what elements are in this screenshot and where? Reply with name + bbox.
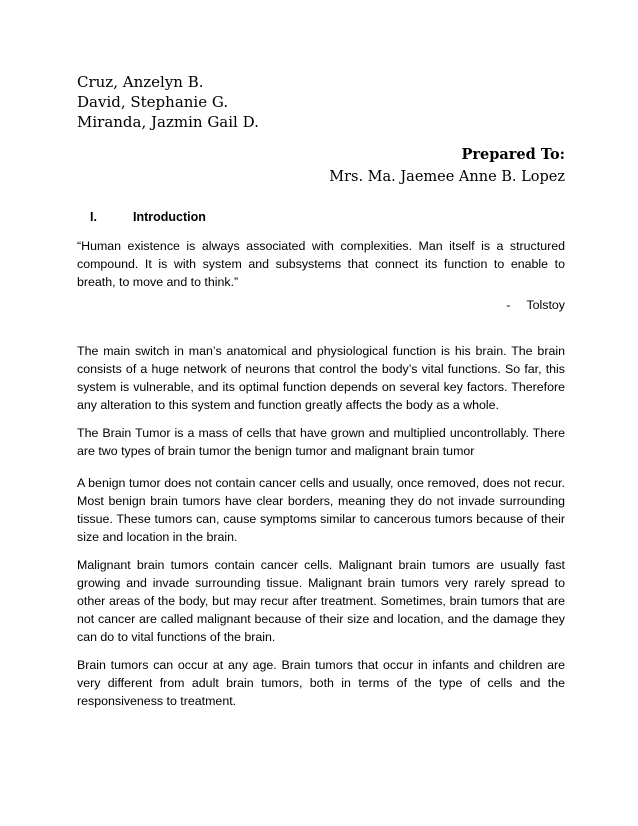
paragraph: Brain tumors can occur at any age. Brain tumors that occur in infants and children are very different from adult brain tumors, both in terms of the type of cells and the responsiveness to treatment. [77,658,565,708]
quote-text: “Human existence is always associated with complexities. Man itself is a structured compound. It is with system and subsystems that connect its function to enable to breath, to move and to think.” [77,239,565,289]
paragraph: A benign tumor does not contain cancer cells and usually, once removed, does not recur. Most benign brain tumors have clear borders, meaning they do not invade surrounding tissue. These tumors can, cause symptoms similar to cancerous tumors because of their size and location in the brain. [77,476,565,544]
attribution-dash: - [506,298,511,312]
section-number: I. [90,210,97,224]
author-name: David, Stephanie G. [77,93,229,111]
author-name: Cruz, Anzelyn B. [77,73,204,91]
paragraph: Malignant brain tumors contain cancer cells. Malignant brain tumors are usually fast growing and invade surrounding tissue. Malignant brain tumors very rarely spread to other areas of the body, but may recur after treatment. Sometimes, brain tumors that are not cancer are called malignant because of their size and location, and the damage they can do to vital functions of the brain. [77,558,565,644]
quote-attribution [506,298,565,312]
paragraph: The Brain Tumor is a mass of cells that have grown and multiplied uncontrollably. There are two types of brain tumor the benign tumor and malignant brain tumor [77,426,565,458]
prepared-to-name: Mrs. Ma. Jaemee Anne B. Lopez [329,169,565,185]
paragraph: The main switch in man’s anatomical and physiological function is his brain. The brain consists of a huge network of neurons that control the body’s vital functions. So far, this system is vulnerable, and its optimal function depends on several key factors. Therefore any alteration to this system and function greatly affects the body as a whole. [77,344,565,412]
attribution-author: Tolstoy [526,298,565,312]
author-name: Miranda, Jazmin Gail D. [77,113,259,131]
prepared-to-block [329,144,565,188]
author-list [77,72,259,132]
section-heading [90,210,206,224]
section-title: Introduction [133,210,206,224]
prepared-to-label: Prepared To: [461,146,565,163]
